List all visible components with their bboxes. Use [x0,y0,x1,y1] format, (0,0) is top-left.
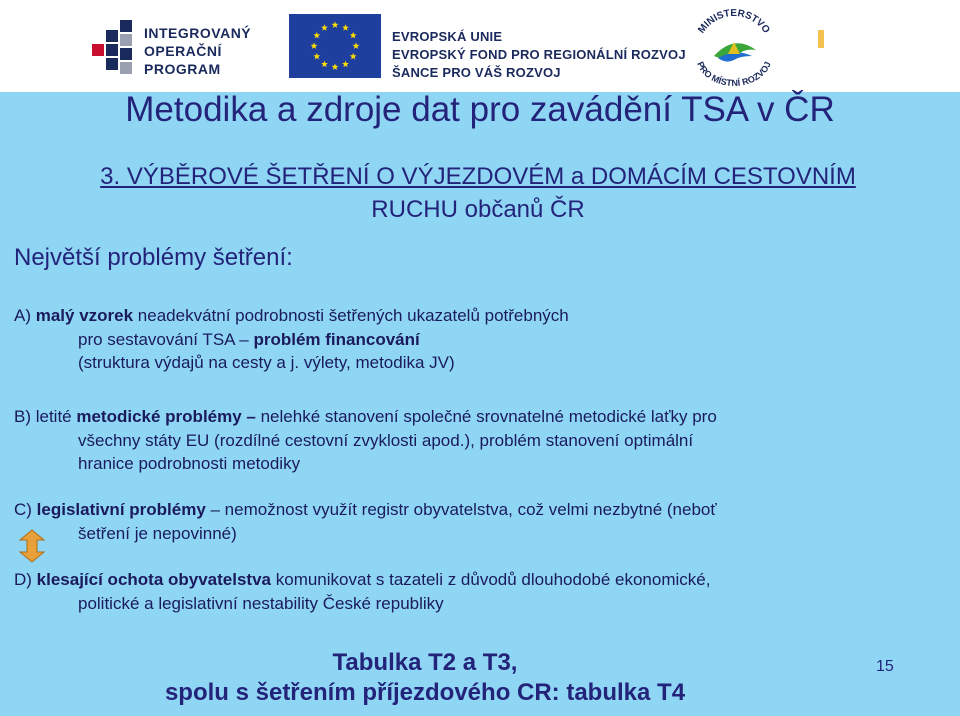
footer-line-2: spolu s šetřením příjezdového CR: tabulka T4 [164,679,686,706]
iop-logo [92,20,262,84]
item-continuation: (struktura výdajů na cesty a j. výlety, metodika JV) [78,353,455,372]
eu-logo-line: EVROPSKÝ FOND PRO REGIONÁLNÍ ROZVOJ [392,47,686,62]
footer-line-1: Tabulka T2 a T3, [332,649,518,676]
list-item [14,405,914,476]
item-prefix: C) [14,500,37,519]
item-continuation: politické a legislativní nestability České republiky [78,593,444,613]
svg-text:PRO MÍSTNÍ ROZVOJ [695,60,773,88]
list-item [14,498,914,545]
list-item [14,304,914,375]
ministry-logo-bottom-text: PRO MÍSTNÍ ROZVOJ [695,60,773,88]
item-text: pro sestavování TSA – [78,329,254,349]
item-text: neadekvátní podrobnosti šetřených ukazatelů potřebných [133,306,569,325]
iop-squares-icon [92,20,132,80]
subtitle-line-2: RUCHU občanů ČR [371,196,585,223]
footer-reference [100,648,750,708]
item-continuation: všechny státy EU (rozdílné cestovní zvyklosti apod.), problém stanovení optimální [78,430,694,450]
item-bold: malý vzorek [35,306,134,325]
eu-logo-line: ŠANCE PRO VÁŠ ROZVOJ [392,65,561,80]
item-prefix: A) [14,306,36,325]
list-item [14,568,914,615]
item-bold: legislativní problémy [36,500,206,519]
up-down-arrow-icon [14,528,50,564]
ministry-logo-icon [684,4,784,88]
slide-title: Metodika a zdroje dat pro zavádění TSA v ČR [125,90,835,129]
iop-logo-line: INTEGROVANÝ [144,25,252,41]
eu-logo-text [392,28,686,82]
eu-logo-line: EVROPSKÁ UNIE [392,29,503,44]
slide-subtitle [48,160,908,226]
item-text: – nemožnost využít registr obyvatelstva, což velmi nezbytné (neboť [205,500,717,519]
subtitle-line-1: 3. VÝBĚROVÉ ŠETŘENÍ O VÝJEZDOVÉM a DOMÁCÍM CESTOVNÍM [100,163,856,190]
decorative-mark [818,30,824,48]
item-prefix: B) letité [14,407,77,426]
item-continuation: hranice podrobnosti metodiky [78,454,301,473]
header-band [0,0,960,92]
item-prefix: D) [14,570,37,589]
eu-flag-icon [289,14,381,78]
item-continuation: šetření je nepovinné) [78,523,237,543]
item-text: komunikovat s tazateli z důvodů dlouhodobé ekonomické, [271,570,711,589]
iop-logo-text [144,24,251,78]
item-bold: klesající ochota obyvatelstva [36,570,272,589]
item-continuation [14,328,914,352]
item-bold: metodické problémy – [76,407,256,426]
item-bold: problém financování [253,329,420,349]
item-text: nelehké stanovení společné srovnatelné metodické laťky pro [255,407,717,426]
svg-text:MINISTERSTVO [696,8,772,36]
iop-logo-line: PROGRAM [144,61,221,77]
iop-logo-line: OPERAČNÍ [144,43,222,59]
section-heading: Největší problémy šetření: [14,244,293,271]
page-number: 15 [876,658,894,675]
ministry-logo-top-text: MINISTERSTVO [696,7,772,36]
